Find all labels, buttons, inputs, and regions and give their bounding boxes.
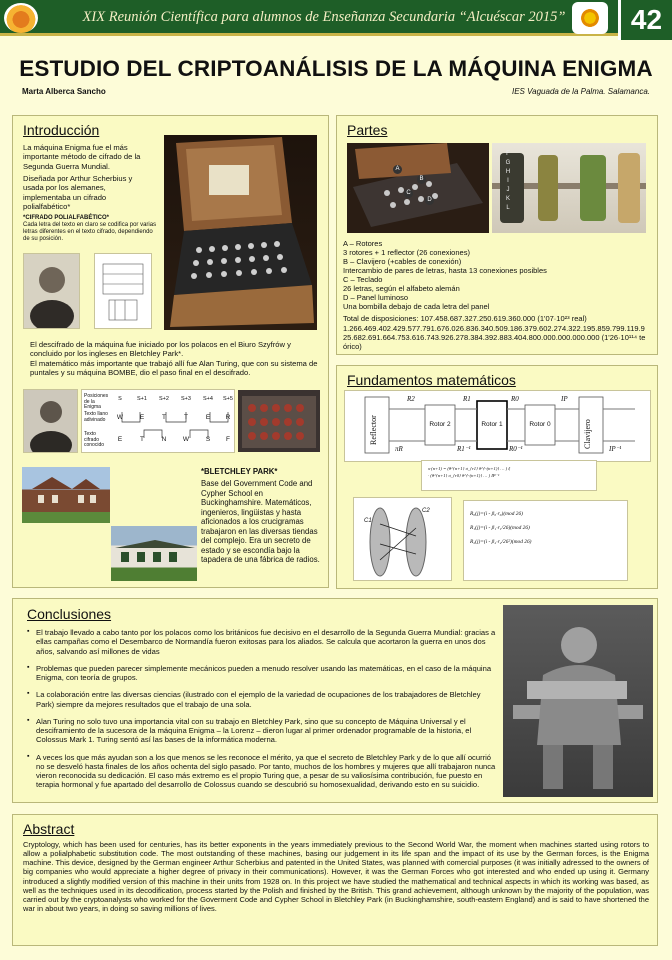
rotor-letter: I [507,178,509,184]
conclusions-list [27,628,497,798]
intro-paragraph-4: El matemático más importante que trabajó allí fue Alan Turing, que con su sistema de puntales y su máquina BOMBE, dio el paso final en el descifrado. [30,359,318,378]
block-clavijero: Clavijero [583,419,592,449]
crib-cell-plain: W [116,414,124,421]
label-r1-inv: R1⁻¹ [457,445,471,453]
formula-r2: R₂(j)=(i - β₂·r₂/26²)(mod 26) [470,539,532,546]
crib-cell-plain: E [139,414,145,421]
conclusion-item: ▪ A veces los que más ayudan son a los que menos se les reconoce el mérito, ya que el secreto de Bletchley Park y de lo que allí ocurrió no se desveló hasta finales de los años ochenta del siglo pasado. Por tanto, muchos de los hombres y mujeres que allí trabajaron nunca vieron reconocida su dedicación. El caso más extremo es el propio Turing que, a pesar de su valiosísima contribución, fue puesto en terapia hormonal y fue apartado del desarrollo de Colossus cuando se descubrió su homosexualidad, derivando esto en su suicidio. [27,753,497,790]
formula-r0: R₀(j)=(i - β₀·r₀)(mod 26) [470,511,523,517]
partes-line: B – Clavijero (+cables de conexión) [343,257,462,266]
rotor-letter: F [506,151,510,157]
enigma-signal-diagram [344,390,651,462]
partes-line: 26 letras, según el alfabeto alemán [343,284,460,293]
label-r0: R0 [511,395,519,403]
partes-line: Intercambio de pares de letras, hasta 13 conexiones posibles [343,266,547,275]
bletchley-title: *BLETCHLEY PARK* [201,467,278,476]
intro-heading: Introducción [23,122,100,138]
rotor-formulas [463,500,628,581]
rotor-letter: G [505,160,511,166]
label-r1: R1 [463,395,471,403]
crib-cell-cipher: S [205,436,211,443]
equation-line-2: · (θ^{n+1} σ_{r0} θ^{-(n+1)} … ) IP⁻¹ [428,473,500,479]
conference-title: XIX Reunión Científica para alumnos de Enseñanza Secundaria “Alcuéscar 2015” [82,9,566,25]
part-label-a: A [393,165,402,174]
crib-cell-cipher: F [226,436,230,443]
partes-heading: Partes [347,122,388,138]
rotor-letter: L [506,205,510,211]
crib-cell-positions: S+4 [203,396,213,402]
math-heading: Fundamentos matemáticos [347,372,516,388]
crib-cell-positions: S+2 [159,396,169,402]
group-equation [421,460,597,491]
label-ip-inv: IP⁻¹ [609,445,622,453]
partes-line: D – Panel luminoso [343,293,409,302]
part-label-c: C [404,189,413,198]
partes-line: 3 rotores + 1 reflector (26 conexiones) [343,248,470,257]
partes-line: A – Rotores [343,239,383,248]
polyalphabetic-note-title: *CIFRADO POLIALFABÉTICO* [23,215,110,221]
abstract-heading: Abstract [23,821,75,837]
label-pi-r: πR [395,445,403,453]
crib-cell-positions: S [118,396,122,402]
theoretical-line [343,324,648,351]
partes-list [343,239,648,311]
crib-cell-cipher: N [161,436,167,443]
rotor-letter: H [505,169,511,175]
scherbius-portrait [23,253,80,329]
author-name: Marta Alberca Sancho [22,87,106,96]
crib-cell-cipher: T [140,436,144,443]
crib-cell-positions: S+3 [181,396,191,402]
bombe-machine-photo [238,390,320,452]
abstract-text: Cryptology, which has been used for centuries, has its better exponents in the years immediately previous to the Second World War, the moment when machines started using rotors to allow a polialphabetic substitution code. The most outstanding of these machines, basing our judgement in its life span and the impact of its use by the German forces, is the Enigma machine. This device, designed by the German engineer Arthur Scherbius and patented in the United States, was planned with comercial purposes (it was initially adressed to the owners of big companies who would appreciate a higher degree of privacy in their communications). However, it was the German Forces who got interested and who ended up using it. Germany introduced a slightly modified version of this machine in their units from 1928 on. In this project we have studied the mathematical and technical aspects in which its working was based, as well as the techniques used in its decodification, process started by the Polish and finished by the British. This grand achievement, although unknown by the majority of the population, was carried out by the cryptoanalysts who worked for the Goverment Code and Cypher School in Bletchley Park (in Buckinghamshire, south-eastern England) and is said to have shortened the war in about two years, in doing so saving millions of lives. [23,840,649,913]
formula-r1: R₁(j)=(i - β₁·r₁/26)(mod 26) [470,525,530,532]
rotor-letter: K [505,196,510,202]
crib-cell-plain: R [225,414,231,421]
rotor-set-photo [492,143,646,233]
rotor-label-c2: C2 [422,508,430,514]
crib-diagram [81,389,235,453]
bletchley-text: Base del Government Code and Cypher School en Buckinghamshire. Matemáticos, ingenieros, lingüistas y hasta aficionados a los crucigramas trabajaron en las diversas tiendas del complejo. Era un secreto de estado y se escondía bajo la tapadera de una fábrica de radios. [201,479,320,564]
label-ip: IP [561,395,568,403]
label-r2: R2 [407,395,415,403]
partes-line: C – Teclado [343,275,383,284]
conclusion-item: ▪ Alan Turing no solo tuvo una importancia vital con su trabajo en Bletchley Park, sino que su concepto de Máquina Universal y el desciframiento de la sucesora de la máquina Enigma – la Lorenz – dieron lugar al primer ordenador programable de la historia, el Colossus Mark 1. Turing sentó así las bases de la informática moderna. [27,717,497,745]
school-logo-icon [4,3,38,33]
total-approx: (1'07·10²³ real) [537,314,587,323]
part-label-b: B [417,175,426,184]
turing-statue-photo [503,605,653,797]
label-r0-inv: R0⁻¹ [509,445,523,453]
conclusions-heading: Conclusiones [27,606,112,622]
theoretical-value: 1.266.469.402.429.577.791.676.026.836.340.509.186.379.602.274.322.195.859.799.119.925.682.691.664.753.616.743.926.278.384.392.883.404.800.000.000.000.000 [343,324,645,343]
poster-title: ESTUDIO DEL CRIPTOANÁLISIS DE LA MÁQUINA ENIGMA [19,56,653,81]
turing-portrait [23,389,78,453]
enigma-parts-photo [347,143,489,233]
crib-cell-plain: T [184,414,188,421]
rotor-wiring-diagram [353,497,452,581]
poster-number: 42 [618,0,672,40]
intro-paragraph-2: Diseñada por Arthur Scherbius y usada por los alemanes, implementaba un cifrado polialfabético* [23,174,133,212]
patent-drawing [94,253,152,329]
crib-cell-cipher: E [117,436,123,443]
bletchley-hut-photo [111,526,197,581]
partes-line: Una bombilla debajo de cada letra del panel [343,302,490,311]
crib-cell-cipher: W [182,436,190,443]
polyalphabetic-note-text: Cada letra del texto en claro se codifica por varias letras diferentes en el texto cifrado, dependiendo de su posición. [23,222,157,243]
conference-logo-icon [572,2,608,34]
conclusion-item: ▪ El trabajo llevado a cabo tanto por los polacos como los británicos fue decisivo en el desarrollo de la Segunda Guerra Mundial: gracias a ellas campañas como el Desembarco de Normandía fueron exitosas para los aliados. Se calcula que acortaron la guerra en unos dos años, salvando así millones de vidas [27,628,497,656]
crib-cell-positions: S+1 [137,396,147,402]
crib-cell-positions: S+5 [223,396,233,402]
enigma-machine-photo [164,135,317,330]
total-line [343,314,648,323]
total-label: Total de disposiciones: [343,314,419,323]
crib-label-plain: Texto llano adivinado [84,411,108,423]
crib-cell-plain: E [205,414,211,421]
intro-paragraph-1: La máquina Enigma fue el más importante método de cifrado de la Segunda Guerra Mundial. [23,143,141,171]
intro-paragraph-3: El descifrado de la máquina fue iniciado por los polacos en el Biuro Szyfrów y concluido por los ingleses en Bletchley Park*. [30,340,291,359]
block-rotor-0: Rotor 0 [529,421,551,428]
crib-cell-plain: T [162,414,166,421]
theoretical-approx: (1'26·10¹¹⁴ teórico) [343,333,646,352]
block-rotor-1: Rotor 1 [481,421,503,428]
block-rotor-2: Rotor 2 [429,421,451,428]
total-value: 107.458.687.327.250.619.360.000 [420,314,536,323]
institution: IES Vaguada de la Palma. Salamanca. [511,87,650,96]
part-label-d: D [425,196,434,205]
rotor-label-c1: C1 [364,518,372,524]
rotor-letter: J [506,187,510,193]
rotor-letters [503,150,513,213]
conclusion-item: ▪ Problemas que pueden parecer simplemente mecánicos pueden a menudo resolver usando las matemáticas, en el caso de la máquina Enigma, con teoría de grupos. [27,664,497,683]
conclusion-item: ▪ La colaboración entre las diversas ciencias (ilustrado con el ejemplo de la variedad de ocupaciones de los trabajadores de Bletchley Park) siempre da mejores resultados que el trabajo de una sola. [27,690,497,709]
crib-label-cipher: Texto cifrado conocido [84,431,105,448]
crib-label-positions: Posiciones de la Enigma [84,393,109,410]
bletchley-mansion-photo [22,467,110,523]
equation-line-1: x·(n+1) = (θ^{n+1} σ_{r1} θ^{-(n+1)} … ) ξ [428,466,511,471]
block-reflector: Reflector [369,415,378,445]
